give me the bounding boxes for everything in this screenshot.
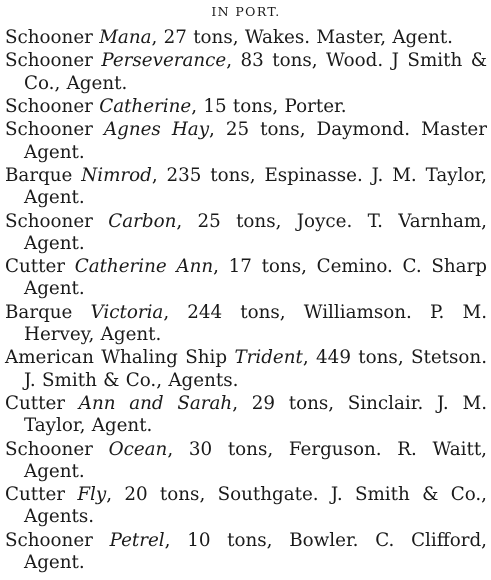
vessel-type: Barque bbox=[5, 164, 73, 186]
vessel-name: Fly bbox=[77, 484, 107, 506]
vessel-entry bbox=[5, 347, 487, 391]
vessel-type: Schooner bbox=[5, 95, 93, 117]
vessel-type: Schooner bbox=[5, 27, 93, 48]
vessel-type: Cutter bbox=[5, 256, 66, 278]
vessel-name: Petrel bbox=[109, 529, 165, 551]
vessel-entry bbox=[5, 530, 487, 574]
vessel-type: Schooner bbox=[5, 50, 93, 72]
vessel-type: Barque bbox=[5, 301, 73, 323]
vessel-type: Schooner bbox=[5, 119, 93, 141]
vessel-entry bbox=[5, 96, 487, 118]
vessel-details: , 244 tons, Williamson. P. M. Hervey, Agent. bbox=[24, 301, 488, 345]
vessel-type: Schooner bbox=[5, 438, 93, 460]
vessel-name: Trident bbox=[234, 347, 303, 369]
vessel-details: , 10 tons, Bowler. C. Clifford, Agent. bbox=[24, 529, 487, 573]
vessel-name: Nimrod bbox=[81, 164, 152, 186]
vessel-entry bbox=[5, 27, 487, 49]
vessel-entry bbox=[5, 256, 487, 300]
vessel-name: Agnes Hay bbox=[103, 119, 210, 141]
vessel-entry bbox=[5, 165, 487, 209]
vessel-details: , 30 tons, Ferguson. R. Waitt, Agent. bbox=[24, 438, 487, 482]
vessel-entry bbox=[5, 119, 487, 163]
vessel-details: , 83 tons, Wood. J Smith & Co., Agent. bbox=[24, 50, 487, 94]
vessel-entry bbox=[5, 393, 487, 437]
vessel-details: , 235 tons, Espinasse. J. M. Taylor, Agent. bbox=[24, 164, 487, 209]
vessel-entry bbox=[5, 439, 487, 483]
vessel-list bbox=[5, 27, 487, 574]
vessel-entry bbox=[5, 484, 487, 528]
vessel-name: Perseverance bbox=[101, 50, 227, 72]
vessel-name: Carbon bbox=[108, 210, 177, 232]
vessel-entry bbox=[5, 302, 487, 346]
vessel-type: Cutter bbox=[5, 392, 66, 414]
vessel-details: , 17 tons, Cemino. C. Sharp Agent. bbox=[24, 256, 487, 300]
vessel-type: Cutter bbox=[5, 484, 66, 506]
vessel-entry bbox=[5, 50, 487, 94]
vessel-details: , 25 tons, Joyce. T. Varnham, Agent. bbox=[24, 210, 487, 254]
vessel-name: Catherine Ann bbox=[74, 256, 214, 278]
vessel-details: , 449 tons, Stetson. J. Smith & Co., Agents. bbox=[24, 347, 488, 391]
vessel-name: Ocean bbox=[108, 438, 168, 460]
vessel-details: , 15 tons, Porter. bbox=[191, 95, 347, 117]
vessel-details: , 25 tons, Daymond. Master Agent. bbox=[24, 119, 487, 163]
vessel-name: Victoria bbox=[90, 301, 164, 323]
vessel-type: Schooner bbox=[5, 210, 93, 232]
section-heading: IN PORT. bbox=[211, 4, 281, 19]
vessel-type: American Whaling Ship bbox=[5, 347, 228, 369]
vessel-details: , 20 tons, Southgate. J. Smith & Co., Agents. bbox=[24, 484, 487, 528]
vessel-name: Mana bbox=[99, 27, 152, 48]
vessel-name: Ann and Sarah bbox=[78, 392, 233, 414]
vessel-details: , 27 tons, Wakes. Master, Agent. bbox=[151, 27, 453, 48]
vessel-name: Catherine bbox=[99, 95, 192, 117]
vessel-details: , 29 tons, Sinclair. J. M. Taylor, Agent. bbox=[24, 392, 488, 437]
vessel-entry bbox=[5, 211, 487, 255]
vessel-type: Schooner bbox=[5, 529, 93, 551]
